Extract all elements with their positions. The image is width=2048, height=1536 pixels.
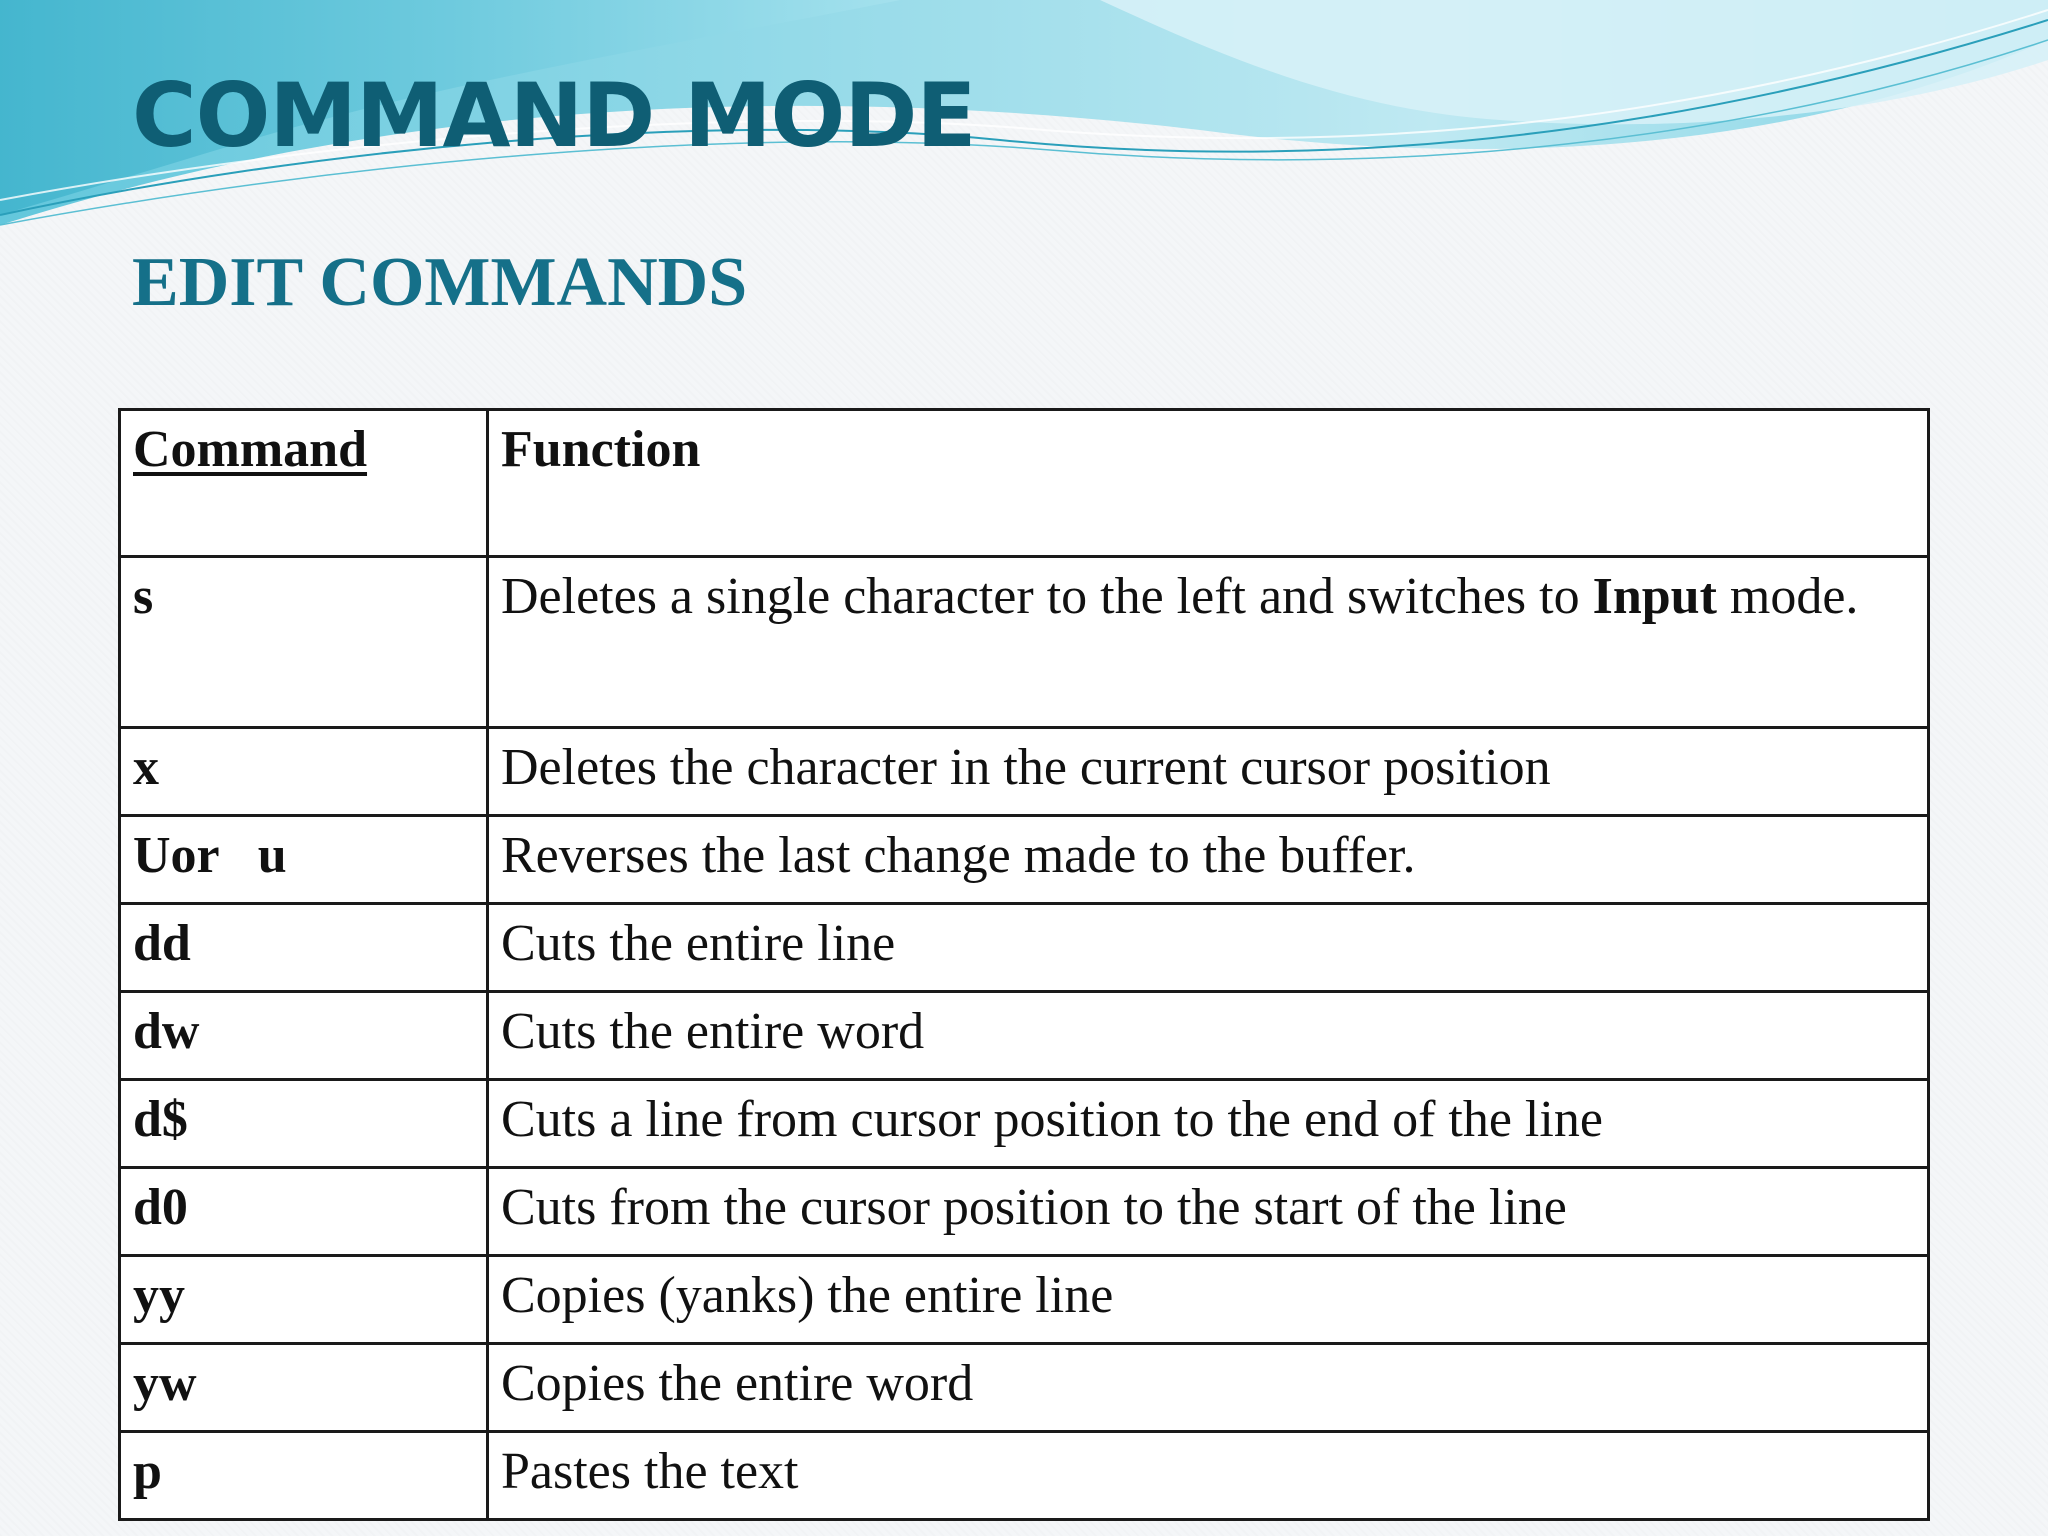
edit-commands-table bbox=[118, 408, 1930, 1521]
table-row bbox=[120, 1344, 1929, 1432]
command-cell: dd bbox=[120, 904, 488, 992]
function-cell: Reverses the last change made to the buffer. bbox=[488, 816, 1929, 904]
header-command-label: Command bbox=[133, 421, 368, 478]
table-row bbox=[120, 1168, 1929, 1256]
header-function-label: Function bbox=[501, 421, 701, 478]
slide-subtitle: EDIT COMMANDS bbox=[132, 244, 748, 321]
function-cell: Cuts the entire word bbox=[488, 992, 1929, 1080]
function-cell: Pastes the text bbox=[488, 1432, 1929, 1520]
function-cell: Cuts the entire line bbox=[488, 904, 1929, 992]
table-row bbox=[120, 728, 1929, 816]
function-text: Deletes a single character to the left and switches to bbox=[501, 568, 1593, 625]
table-row bbox=[120, 992, 1929, 1080]
table-row bbox=[120, 1256, 1929, 1344]
table-row bbox=[120, 816, 1929, 904]
command-cell: Uor u bbox=[120, 816, 488, 904]
function-cell: Deletes the character in the current cursor position bbox=[488, 728, 1929, 816]
function-cell bbox=[488, 557, 1929, 728]
function-cell: Copies the entire word bbox=[488, 1344, 1929, 1432]
command-cell: yy bbox=[120, 1256, 488, 1344]
command-cell: s bbox=[120, 557, 488, 728]
function-cell: Cuts from the cursor position to the start of the line bbox=[488, 1168, 1929, 1256]
slide-title: COMMAND MODE bbox=[132, 64, 976, 167]
command-cell: x bbox=[120, 728, 488, 816]
function-cell: Cuts a line from cursor position to the end of the line bbox=[488, 1080, 1929, 1168]
table-row bbox=[120, 1080, 1929, 1168]
header-command-cell bbox=[120, 410, 488, 557]
command-cell: d$ bbox=[120, 1080, 488, 1168]
table-row bbox=[120, 1432, 1929, 1520]
function-text-end: mode. bbox=[1716, 568, 1859, 625]
command-cell: d0 bbox=[120, 1168, 488, 1256]
command-cell: p bbox=[120, 1432, 488, 1520]
command-cell: dw bbox=[120, 992, 488, 1080]
command-cell: yw bbox=[120, 1344, 488, 1432]
table-row bbox=[120, 904, 1929, 992]
function-cell: Copies (yanks) the entire line bbox=[488, 1256, 1929, 1344]
table-header-row bbox=[120, 410, 1929, 557]
table-row bbox=[120, 557, 1929, 728]
header-function-cell bbox=[488, 410, 1929, 557]
function-bold-text: Input bbox=[1592, 568, 1717, 625]
